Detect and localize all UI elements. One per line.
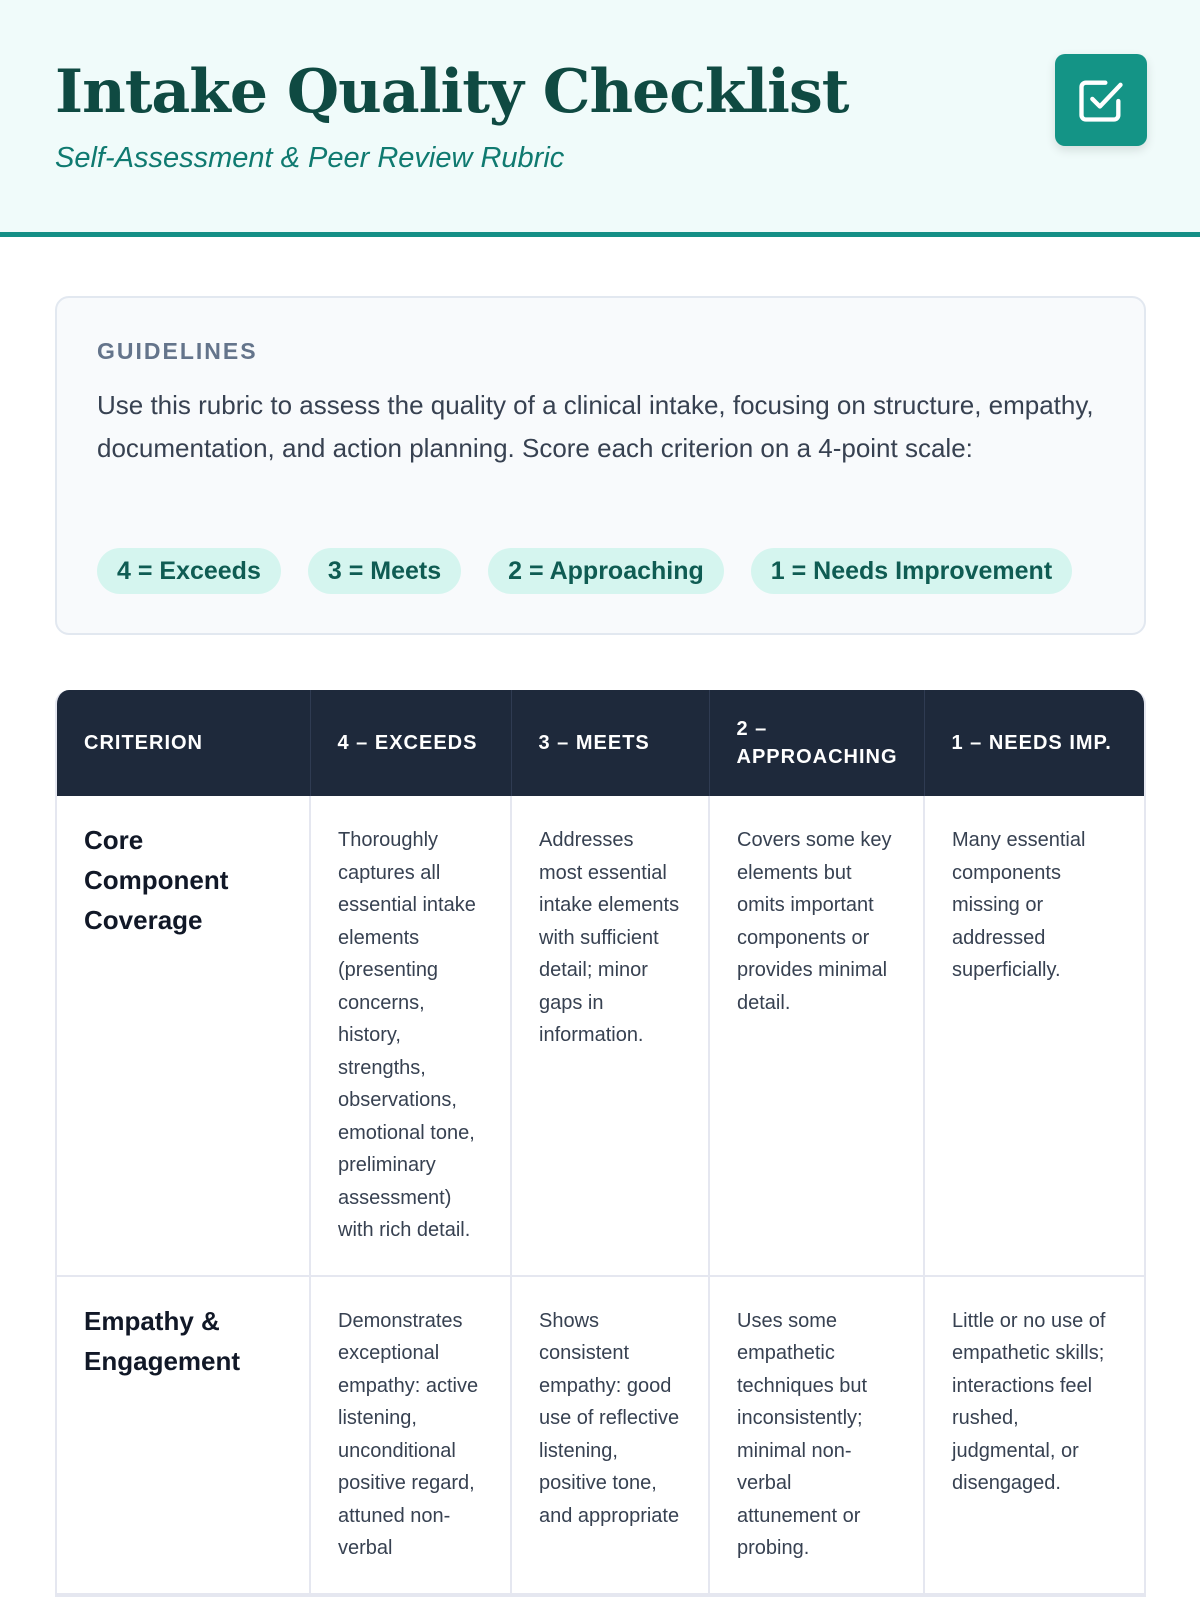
guidelines-panel — [55, 296, 1146, 635]
table-header-row — [57, 690, 1144, 796]
page-subtitle: Self-Assessment & Peer Review Rubric — [55, 142, 565, 174]
approaching-cell: Uses some empathetic techniques but inconsistently; minimal non-verbal attunement or probing. — [709, 1276, 924, 1594]
meets-cell: Addresses most essential intake elements with sufficient detail; minor gaps in information. — [511, 796, 709, 1276]
needs-improvement-cell: Little or no use of empathetic skills; interactions feel rushed, judgmental, or disengaged. — [924, 1276, 1144, 1594]
guidelines-text: Use this rubric to assess the quality of a clinical intake, focusing on structure, empathy, documentation, and action planning. Score each criterion on a 4-point scale: — [97, 390, 1094, 463]
table-row — [57, 1276, 1144, 1594]
scale-badge-exceeds: 4 = Exceeds — [97, 548, 281, 594]
column-header-needs-improvement: 1 – NEEDS IMP. — [924, 690, 1144, 796]
scale-badge-needs-improvement: 1 = Needs Improvement — [751, 548, 1072, 594]
column-header-exceeds: 4 – EXCEEDS — [310, 690, 511, 796]
criterion-cell: Empathy & Engagement — [57, 1276, 310, 1594]
column-header-criterion: CRITERION — [57, 690, 310, 796]
guidelines-label: GUIDELINES — [97, 338, 258, 364]
column-header-meets: 3 – MEETS — [511, 690, 709, 796]
exceeds-cell: Demonstrates exceptional empathy: active listening, unconditional positive regard, attuned non-verbal — [310, 1276, 511, 1594]
table-row — [57, 796, 1144, 1276]
column-header-approaching: 2 – APPROACHING — [709, 690, 924, 796]
scale-badges — [97, 548, 1072, 594]
approaching-cell: Covers some key elements but omits important components or provides minimal detail. — [709, 796, 924, 1276]
meets-cell: Shows consistent empathy: good use of reflective listening, positive tone, and appropriate — [511, 1276, 709, 1594]
scale-badge-meets: 3 = Meets — [308, 548, 461, 594]
checkbox-icon — [1055, 54, 1147, 146]
criterion-cell: Core Component Coverage — [57, 796, 310, 1276]
page-header — [0, 0, 1200, 237]
exceeds-cell: Thoroughly captures all essential intake elements (presenting concerns, history, strengths, observations, emotional tone, preliminary assessment) with rich detail. — [310, 796, 511, 1276]
needs-improvement-cell: Many essential components missing or addressed superficially. — [924, 796, 1144, 1276]
rubric-table — [55, 690, 1146, 1597]
scale-badge-approaching: 2 = Approaching — [488, 548, 724, 594]
page-title: Intake Quality Checklist — [55, 57, 849, 127]
